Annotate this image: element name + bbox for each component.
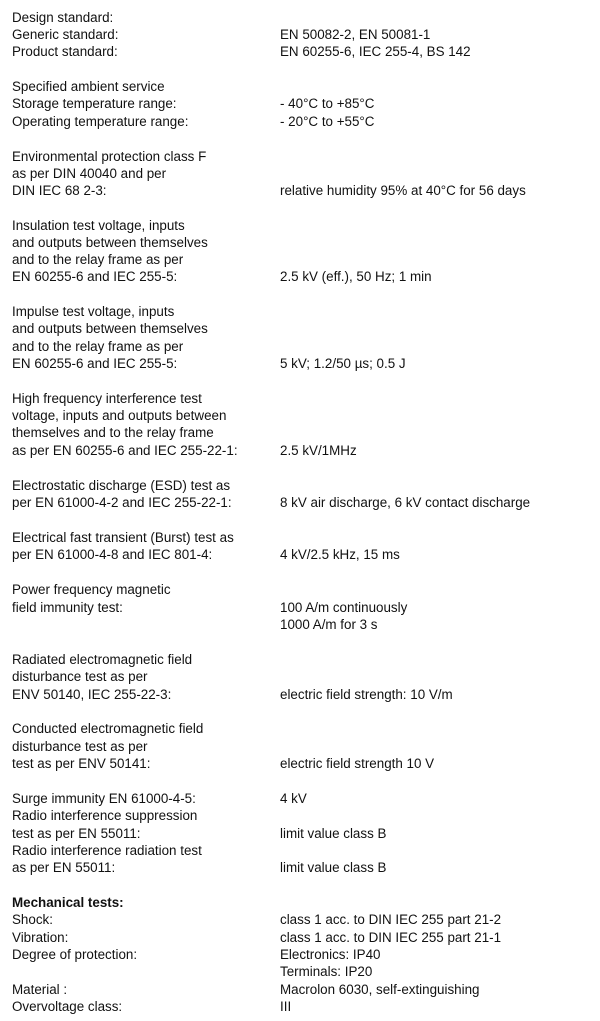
spec-value: EN 50082-2, EN 50081-1: [280, 27, 431, 42]
spec-label: and to the relay frame as per: [12, 252, 184, 267]
spec-label: per EN 61000-4-8 and IEC 801-4:: [12, 547, 213, 562]
spec-label: ENV 50140, IEC 255-22-3:: [12, 687, 172, 702]
spec-label: test as per EN 55011:: [12, 826, 141, 841]
spec-value: relative humidity 95% at 40°C for 56 days: [280, 183, 526, 198]
spec-value: 2.5 kV/1MHz: [280, 443, 357, 458]
spec-label: and to the relay frame as per: [12, 339, 184, 354]
spec-value: 5 kV; 1.2/50 µs; 0.5 J: [280, 356, 406, 371]
spec-label: Surge immunity EN 61000-4-5:: [12, 791, 196, 806]
spec-label: Operating temperature range:: [12, 114, 189, 129]
spec-label: Overvoltage class:: [12, 999, 123, 1014]
spec-label: Vibration:: [12, 930, 69, 945]
spec-value: class 1 acc. to DIN IEC 255 part 21-2: [280, 912, 502, 927]
spec-label: Shock:: [12, 912, 53, 927]
spec-value: 100 A/m continuously: [280, 600, 408, 615]
spec-label: Electrostatic discharge (ESD) test as: [12, 478, 231, 493]
spec-value: - 20°C to +55°C: [280, 114, 375, 129]
spec-value: EN 60255-6, IEC 255-4, BS 142: [280, 44, 471, 59]
spec-value: electric field strength 10 V: [280, 756, 435, 771]
spec-value: Macrolon 6030, self-extinguishing: [280, 982, 480, 997]
spec-label: Radio interference suppression: [12, 808, 198, 823]
spec-label: as per EN 60255-6 and IEC 255-22-1:: [12, 443, 238, 458]
spec-label: as per EN 55011:: [12, 860, 116, 875]
spec-value: 2.5 kV (eff.), 50 Hz; 1 min: [280, 269, 432, 284]
spec-label: Generic standard:: [12, 27, 119, 42]
spec-label: EN 60255-6 and IEC 255-5:: [12, 356, 178, 371]
spec-label: Environmental protection class F: [12, 149, 207, 164]
spec-label: Insulation test voltage, inputs: [12, 218, 185, 233]
spec-label: Conducted electromagnetic field: [12, 721, 204, 736]
section-heading: Mechanical tests:: [12, 895, 124, 910]
spec-value: 8 kV air discharge, 6 kV contact discharge: [280, 495, 531, 510]
spec-label: disturbance test as per: [12, 739, 148, 754]
spec-label: field immunity test:: [12, 600, 123, 615]
spec-label: and outputs between themselves: [12, 235, 208, 250]
spec-value: limit value class B: [280, 826, 387, 841]
spec-label: Product standard:: [12, 44, 118, 59]
spec-label: Power frequency magnetic: [12, 582, 171, 597]
spec-label: Radio interference radiation test: [12, 843, 202, 858]
spec-value: Electronics: IP40: [280, 947, 381, 962]
spec-label: Storage temperature range:: [12, 96, 177, 111]
spec-label: Radiated electromagnetic field: [12, 652, 193, 667]
spec-label: Impulse test voltage, inputs: [12, 304, 175, 319]
spec-label: and outputs between themselves: [12, 321, 208, 336]
spec-value: class 1 acc. to DIN IEC 255 part 21-1: [280, 930, 502, 945]
spec-value: limit value class B: [280, 860, 387, 875]
spec-value: electric field strength: 10 V/m: [280, 687, 453, 702]
spec-label: DIN IEC 68 2-3:: [12, 183, 107, 198]
spec-label: test as per ENV 50141:: [12, 756, 151, 771]
spec-value: Terminals: IP20: [280, 964, 373, 979]
spec-label: per EN 61000-4-2 and IEC 255-22-1:: [12, 495, 232, 510]
spec-label: EN 60255-6 and IEC 255-5:: [12, 269, 178, 284]
spec-label: voltage, inputs and outputs between: [12, 408, 227, 423]
spec-label: Design standard:: [12, 10, 114, 25]
spec-value: 4 kV/2.5 kHz, 15 ms: [280, 547, 400, 562]
spec-label: disturbance test as per: [12, 669, 148, 684]
spec-label: Degree of protection:: [12, 947, 138, 962]
spec-value: III: [280, 999, 292, 1014]
spec-label: as per DIN 40040 and per: [12, 166, 167, 181]
spec-label: Material :: [12, 982, 68, 997]
spec-label: High frequency interference test: [12, 391, 202, 406]
spec-label: Electrical fast transient (Burst) test as: [12, 530, 234, 545]
spec-value: - 40°C to +85°C: [280, 96, 375, 111]
spec-label: Specified ambient service: [12, 79, 165, 94]
spec-label: themselves and to the relay frame: [12, 425, 214, 440]
spec-value: 1000 A/m for 3 s: [280, 617, 378, 632]
spec-value: 4 kV: [280, 791, 307, 806]
